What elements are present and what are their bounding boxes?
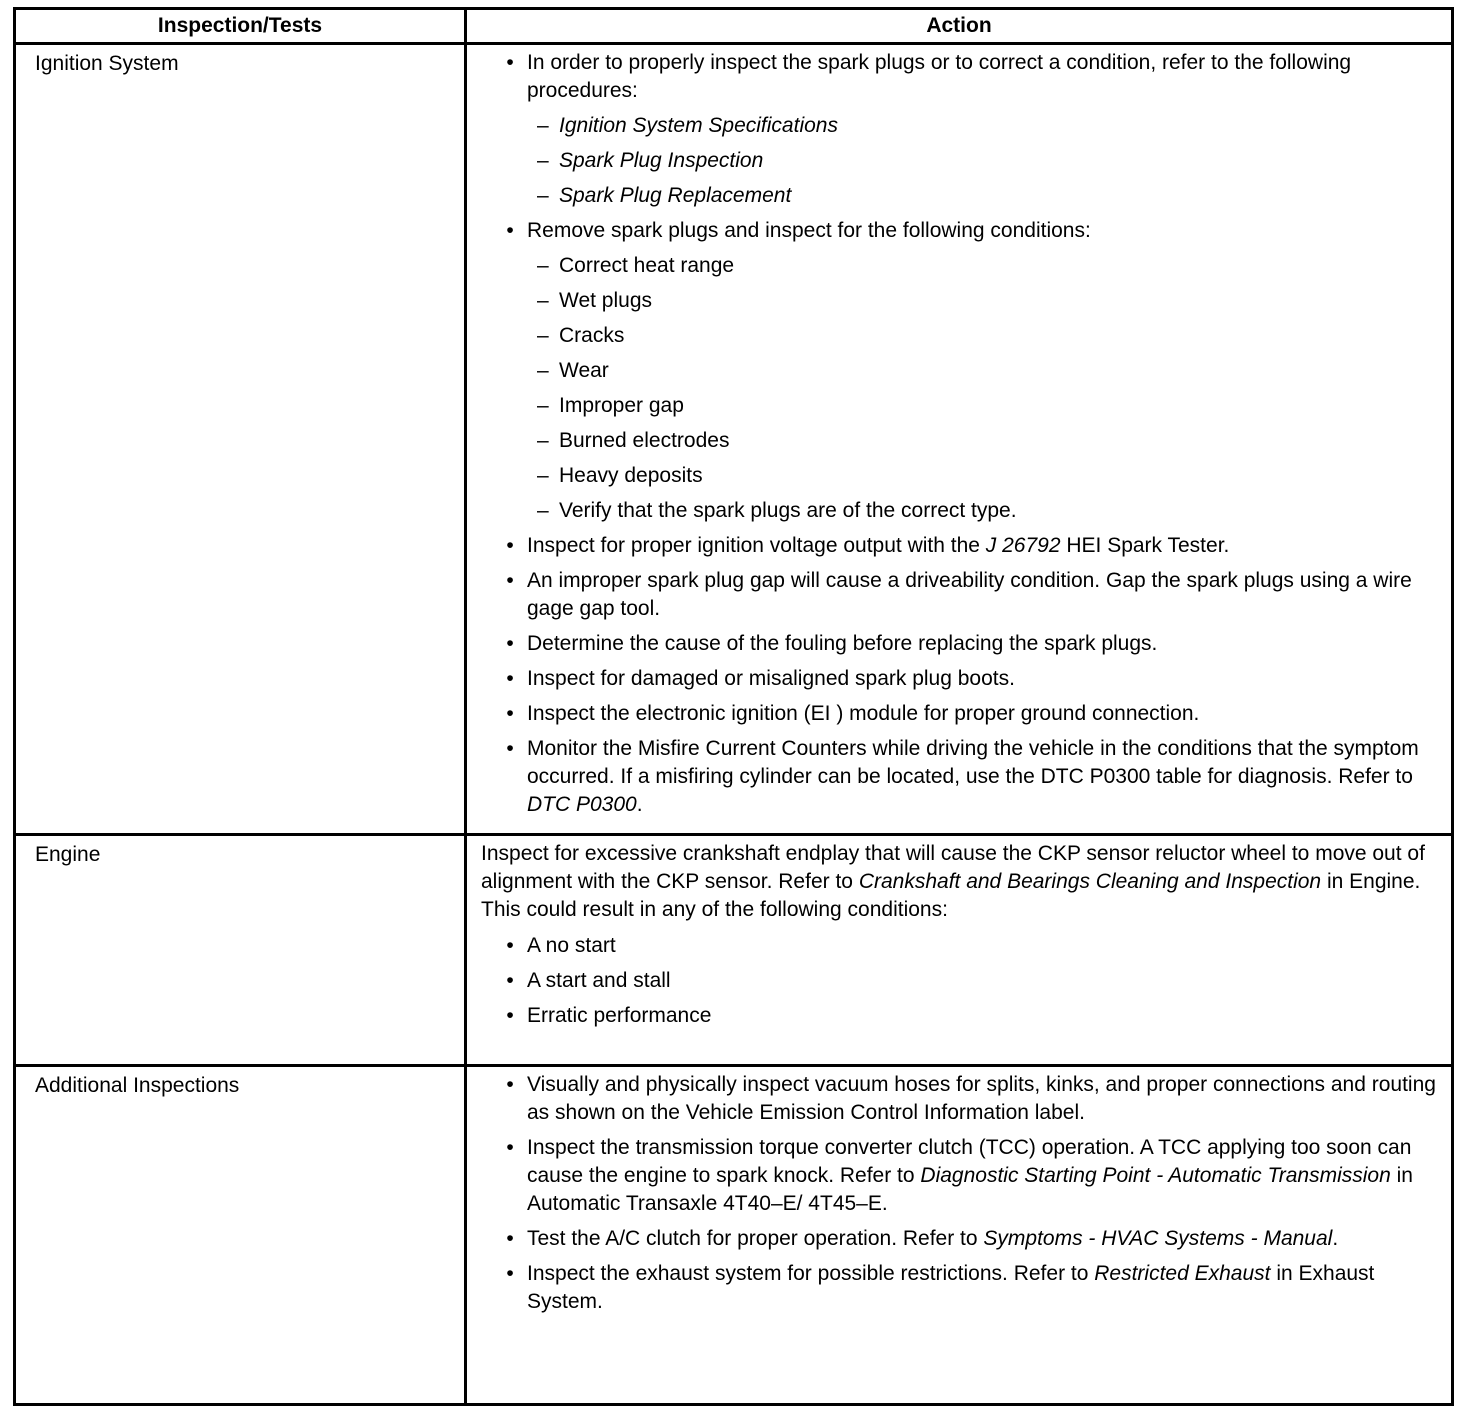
- list-item: [481, 665, 1437, 693]
- body-text: Improper gap: [559, 394, 684, 417]
- bullet-icon: •: [506, 51, 514, 74]
- dash-icon: –: [537, 394, 549, 417]
- body-text: Erratic performance: [527, 1004, 712, 1027]
- list-item: [481, 1134, 1437, 1218]
- bullet-icon: •: [506, 737, 514, 760]
- cross-reference-text: Crankshaft and Bearings Cleaning and Inspection: [858, 870, 1322, 893]
- list-item: [481, 932, 1437, 960]
- body-text: Wear: [559, 359, 609, 382]
- cross-reference-text: Symptoms - HVAC Systems - Manual: [983, 1227, 1333, 1250]
- dash-icon: –: [537, 464, 549, 487]
- list-item-text: [527, 702, 1199, 725]
- row-label-engine: Engine: [15, 835, 466, 1066]
- list-item-text: [527, 51, 1351, 102]
- list-item: [481, 735, 1437, 819]
- cross-reference-text: Ignition System Specifications: [559, 114, 838, 137]
- body-text: HEI Spark Tester.: [1060, 534, 1230, 557]
- list-item: [481, 217, 1437, 525]
- dash-icon: –: [537, 499, 549, 522]
- body-text: Determine the cause of the fouling before replacing the spark plugs.: [527, 632, 1158, 655]
- list-item-text: [527, 1227, 1338, 1250]
- body-text: Visually and physically inspect vacuum hoses for splits, kinks, and proper connections and routing as shown on the Vehicle Emission Control Information label.: [527, 1073, 1436, 1124]
- bullet-icon: •: [506, 702, 514, 725]
- table-row: [15, 44, 1453, 835]
- body-text: Remove spark plugs and inspect for the following conditions:: [527, 219, 1091, 242]
- cross-reference-text: Restricted Exhaust: [1094, 1262, 1271, 1285]
- bullet-icon: •: [506, 534, 514, 557]
- row-label-ignition-system: Ignition System: [15, 44, 466, 835]
- row-action-cell: [466, 835, 1453, 1066]
- list-item-text: [527, 219, 1091, 242]
- list-item: [481, 1071, 1437, 1127]
- sub-list: [527, 252, 1437, 525]
- body-text: in Exhaust System.: [527, 1262, 1375, 1313]
- body-text: .: [636, 793, 643, 816]
- body-text: in Automatic Transaxle 4T40–E/ 4T45–E.: [527, 1164, 1413, 1215]
- sub-list-item: [527, 427, 1437, 455]
- bullet-icon: •: [506, 934, 514, 957]
- list-item-text: [527, 1262, 1374, 1313]
- list-item-text: [527, 1136, 1413, 1215]
- dash-icon: –: [537, 429, 549, 452]
- body-text: Burned electrodes: [559, 429, 730, 452]
- list-item: [481, 49, 1437, 210]
- body-text: Inspect for excessive crankshaft endplay that will cause the CKP sensor reluctor wheel to move out of alignment with the CKP sensor. Refer to: [481, 842, 1425, 893]
- dash-icon: –: [537, 114, 549, 137]
- dash-icon: –: [537, 289, 549, 312]
- body-text: Inspect the exhaust system for possible restrictions. Refer to: [527, 1262, 1095, 1285]
- sub-list-item: [527, 147, 1437, 175]
- dash-icon: –: [537, 149, 549, 172]
- column-header-action: Action: [466, 9, 1453, 44]
- body-text: Cracks: [559, 324, 625, 347]
- bullet-icon: •: [506, 1227, 514, 1250]
- bullet-icon: •: [506, 1262, 514, 1285]
- dash-icon: –: [537, 184, 549, 207]
- bullet-icon: •: [506, 667, 514, 690]
- body-text: Correct heat range: [559, 254, 735, 277]
- dash-icon: –: [537, 324, 549, 347]
- row-action-cell: [466, 1066, 1453, 1405]
- body-text: Heavy deposits: [559, 464, 703, 487]
- bullet-icon: •: [506, 969, 514, 992]
- table-row: [15, 1066, 1453, 1405]
- list-item: [481, 700, 1437, 728]
- list-item-text: [527, 534, 1229, 557]
- row-label-additional-inspections: Additional Inspections: [15, 1066, 466, 1405]
- body-text: A start and stall: [527, 969, 671, 992]
- list-item-text: [527, 667, 1015, 690]
- bullet-icon: •: [506, 1136, 514, 1159]
- body-text: Monitor the Misfire Current Counters while driving the vehicle in the conditions that the symptom occurred. If a misfiring cylinder can be located, use the DTC P0300 table for diagnosis. Refer to: [527, 737, 1419, 788]
- body-text: Inspect the transmission torque converter clutch (TCC) operation. A TCC applying too soon can cause the engine to spark knock. Refer to: [527, 1136, 1412, 1187]
- cross-reference-text: J 26792: [985, 534, 1061, 557]
- list-item: [481, 1225, 1437, 1253]
- sub-list-item: [527, 497, 1437, 525]
- body-text: A no start: [527, 934, 616, 957]
- cross-reference-text: DTC P0300: [527, 793, 637, 816]
- sub-list-item: [527, 357, 1437, 385]
- intro-paragraph: [481, 840, 1437, 924]
- body-text: Wet plugs: [559, 289, 652, 312]
- table-header-row: [15, 9, 1453, 44]
- list-item: [481, 1260, 1437, 1316]
- list-item-text: [527, 1073, 1436, 1124]
- sub-list-item: [527, 462, 1437, 490]
- body-text: An improper spark plug gap will cause a driveability condition. Gap the spark plugs using a wire gage gap tool.: [527, 569, 1412, 620]
- cross-reference-text: Spark Plug Inspection: [559, 149, 764, 172]
- body-text: Inspect for damaged or misaligned spark plug boots.: [527, 667, 1015, 690]
- body-text: In order to properly inspect the spark plugs or to correct a condition, refer to the following procedures:: [527, 51, 1352, 102]
- body-text: .: [1332, 1227, 1339, 1250]
- body-text: Inspect the electronic ignition (EI ) module for proper ground connection.: [527, 702, 1200, 725]
- table-row: [15, 835, 1453, 1066]
- list-item-text: [527, 737, 1419, 816]
- bullet-icon: •: [506, 219, 514, 242]
- row-action-cell: [466, 44, 1453, 835]
- list-item-text: [527, 969, 671, 992]
- bullet-list: [481, 49, 1437, 819]
- bullet-list: [481, 932, 1437, 1030]
- body-text: Verify that the spark plugs are of the correct type.: [559, 499, 1017, 522]
- body-text: Test the A/C clutch for proper operation. Refer to: [527, 1227, 984, 1250]
- column-header-inspection-tests: Inspection/Tests: [15, 9, 466, 44]
- sub-list-item: [527, 252, 1437, 280]
- bullet-icon: •: [506, 569, 514, 592]
- list-item: [481, 567, 1437, 623]
- sub-list-item: [527, 112, 1437, 140]
- list-item-text: [527, 569, 1412, 620]
- dash-icon: –: [537, 359, 549, 382]
- list-item: [481, 532, 1437, 560]
- body-text: in Engine. This could result in any of the following conditions:: [481, 870, 1421, 921]
- sub-list-item: [527, 322, 1437, 350]
- dash-icon: –: [537, 254, 549, 277]
- list-item-text: [527, 632, 1157, 655]
- bullet-icon: •: [506, 1004, 514, 1027]
- cross-reference-text: Spark Plug Replacement: [559, 184, 792, 207]
- inspection-table: [13, 7, 1454, 1406]
- cross-reference-text: Diagnostic Starting Point - Automatic Transmission: [920, 1164, 1391, 1187]
- sub-list-item: [527, 182, 1437, 210]
- bullet-icon: •: [506, 632, 514, 655]
- sub-list-item: [527, 392, 1437, 420]
- bullet-icon: •: [506, 1073, 514, 1096]
- list-item: [481, 1002, 1437, 1030]
- list-item: [481, 630, 1437, 658]
- bullet-list: [481, 1071, 1437, 1316]
- sub-list-item: [527, 287, 1437, 315]
- list-item: [481, 967, 1437, 995]
- sub-list: [527, 112, 1437, 210]
- body-text: Inspect for proper ignition voltage output with the: [527, 534, 986, 557]
- list-item-text: [527, 1004, 711, 1027]
- list-item-text: [527, 934, 616, 957]
